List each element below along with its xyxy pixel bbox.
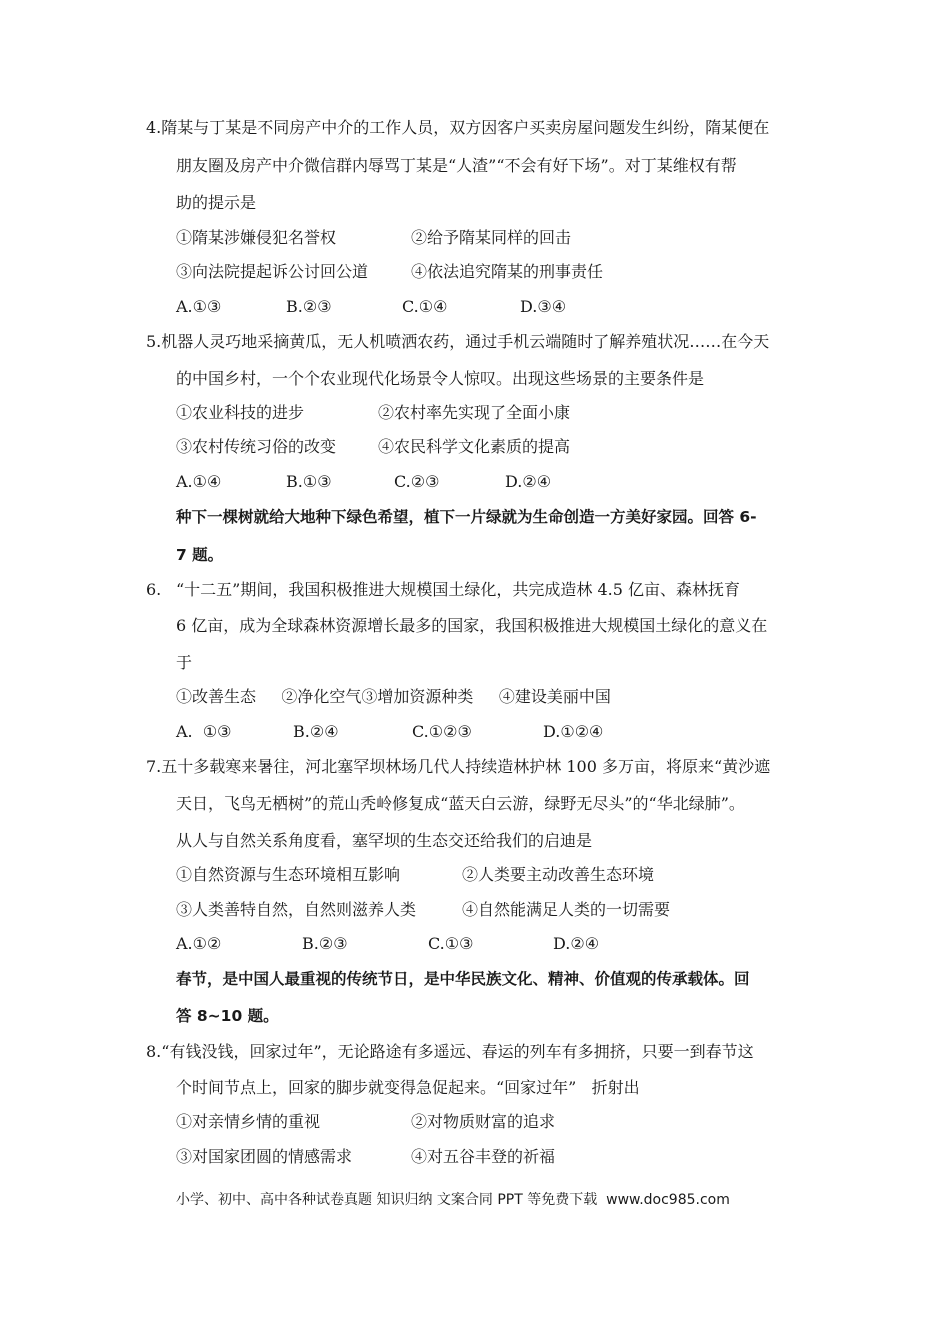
q7-answer-d: D.②④ [553,934,600,953]
q5-option-2: ②农村率先实现了全面小康 [378,403,571,422]
q5-option-1: ①农业科技的进步 [176,403,305,422]
q7-answer-c: C.①③ [428,934,474,953]
q4-option-2: ②给予隋某同样的回击 [411,228,572,247]
q7-line-3: 从人与自然关系角度看，塞罕坝的生态交还给我们的启迪是 [176,831,593,850]
q7-option-4: ④自然能满足人类的一切需要 [462,900,671,919]
q5-option-4: ④农民科学文化素质的提高 [378,437,571,456]
q4-option-1: ①隋某涉嫌侵犯名誉权 [176,228,337,247]
q6-line-1: “十二五”期间，我国积极推进大规模国土绿化，共完成造林 4.5 亿亩、森林抚育 [176,580,740,599]
q4-answer-b: B.②③ [286,297,332,316]
q5-option-3: ③农村传统习俗的改变 [176,437,337,456]
q5-line-2: 的中国乡村，一个个农业现代化场景令人惊叹。出现这些场景的主要条件是 [176,369,705,388]
q5-answer-a: A.①④ [176,472,222,491]
q8-option-3: ③对国家团圆的情感需求 [176,1147,353,1166]
q4-option-4: ④依法追究隋某的刑事责任 [411,262,604,281]
q8-option-1: ①对亲情乡情的重视 [176,1112,321,1131]
q5-answer-d: D.②④ [505,472,552,491]
q7-line-2: 天日，飞鸟无栖树”的荒山秃岭修复成“蓝天白云游，绿野无尽头”的“华北绿肺”。 [176,794,745,813]
q5-answer-c: C.②③ [394,472,440,491]
q6-answer-b: B.②④ [293,722,339,741]
q6-number: 6. [146,580,162,599]
q4-line-3: 助的提示是 [176,193,257,212]
q7-option-3: ③人类善特自然，自然则滋养人类 [176,900,417,919]
q6-answer-a: A. ①③ [176,722,232,741]
section-intro-6-7-line-1: 种下一棵树就给大地种下绿色希望，植下一片绿就为生命创造一方美好家园。回答 6- [176,508,757,526]
section-intro-8-10-line-1: 春节，是中国人最重视的传统节日，是中华民族文化、精神、价值观的传承载体。回 [176,970,750,988]
q8-option-4: ④对五谷丰登的祈福 [411,1147,556,1166]
q8-option-2: ②对物质财富的追求 [411,1112,556,1131]
page-footer: 小学、初中、高中各种试卷真题 知识归纳 文案合同 PPT 等免费下载 www.doc985.com [176,1192,730,1208]
q6-line-3: 于 [176,653,193,672]
q6-line-2: 6 亿亩，成为全球森林资源增长最多的国家，我国积极推进大规模国土绿化的意义在 [176,616,768,635]
q6-answer-c: C.①②③ [412,722,472,741]
section-intro-8-10-line-2: 答 8~10 题。 [176,1007,279,1025]
q7-answer-b: B.②③ [302,934,348,953]
q6-answer-d: D.①②④ [543,722,604,741]
q4-option-3: ③向法院提起诉公讨回公道 [176,262,369,281]
q4-line-2: 朋友圈及房产中介微信群内辱骂丁某是“人渣”“不会有好下场”。对丁某维权有帮 [176,156,737,175]
q7-option-2: ②人类要主动改善生态环境 [462,865,655,884]
q7-option-1: ①自然资源与生态环境相互影响 [176,865,401,884]
q6-options: ①改善生态 ②净化空气③增加资源种类 ④建设美丽中国 [176,687,611,706]
q4-answer-a: A.①③ [176,297,222,316]
q4-answer-c: C.①④ [402,297,448,316]
q5-line-1: 5.机器人灵巧地采摘黄瓜，无人机喷洒农药，通过手机云端随时了解养殖状况……在今天 [146,332,770,351]
q5-answer-b: B.①③ [286,472,332,491]
section-intro-6-7-line-2: 7 题。 [176,546,224,564]
q7-answer-a: A.①② [176,934,222,953]
q4-answer-d: D.③④ [520,297,567,316]
q8-line-2: 个时间节点上，回家的脚步就变得急促起来。“回家过年” 折射出 [176,1078,640,1097]
q8-line-1: 8.“有钱没钱，回家过年”，无论路途有多遥远、春运的列车有多拥挤，只要一到春节这 [146,1042,754,1061]
q7-line-1: 7.五十多载寒来暑往，河北塞罕坝林场几代人持续造林护林 100 多万亩，将原来“黄沙遮 [146,757,771,776]
q4-line-1: 4.隋某与丁某是不同房产中介的工作人员，双方因客户买卖房屋问题发生纠纷，隋某便在 [146,118,770,137]
